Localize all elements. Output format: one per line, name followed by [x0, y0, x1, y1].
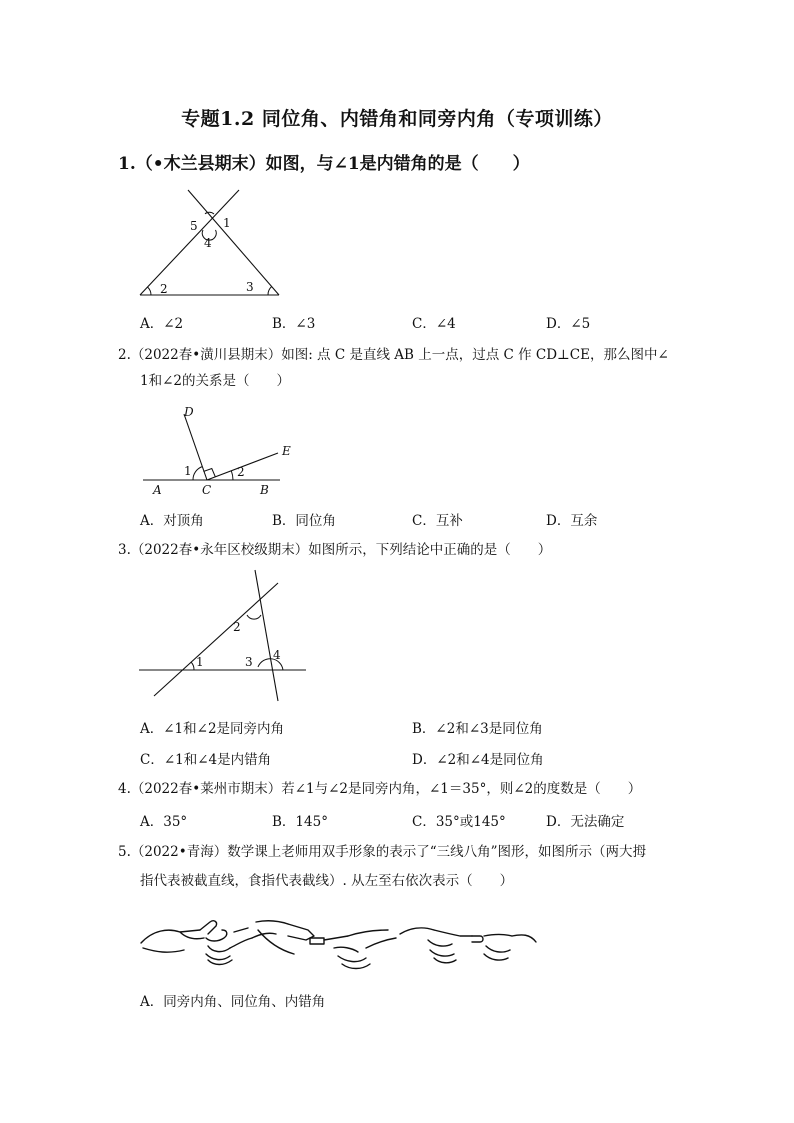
hands-middle-pose: [256, 921, 396, 969]
question-1-stem: 1.（•木兰县期末）如图，与∠1是内错角的是（ ）: [118, 154, 530, 174]
fig3-label-1: 1: [196, 655, 204, 669]
q2-option-a[interactable]: A．对顶角: [140, 513, 204, 529]
q3-option-b[interactable]: B．∠2和∠3是同位角: [412, 721, 543, 737]
fig2-label-e: E: [282, 444, 291, 458]
q1-option-d[interactable]: D．∠5: [546, 316, 591, 332]
question-5-stem-line2: 指代表被截直线，食指代表截线）. 从左至右依次表示（ ）: [140, 873, 514, 889]
q3-option-c[interactable]: C．∠1和∠4是内错角: [140, 752, 272, 768]
fig1-label-4: 4: [204, 236, 212, 250]
q4-option-b[interactable]: B．145°: [272, 814, 328, 830]
fig2-label-b: B: [260, 483, 269, 497]
fig3-label-4: 4: [273, 648, 281, 662]
fig2-label-2: 2: [237, 465, 245, 479]
question-2-figure: [140, 402, 300, 497]
question-5-stem-line1: 5.（2022•青海）数学课上老师用双手形象的表示了“三线八角”图形，如图所示（两大拇: [118, 844, 647, 860]
q1-option-c[interactable]: C．∠4: [412, 316, 456, 332]
hands-right-pose: [400, 928, 536, 963]
question-3-figure: [136, 566, 311, 706]
fig2-label-a: A: [153, 483, 162, 497]
fig2-label-d: D: [184, 405, 194, 419]
fig1-label-1: 1: [223, 216, 231, 230]
fig3-label-3: 3: [245, 655, 253, 669]
fig3-label-2: 2: [233, 620, 241, 634]
hands-left-pose: [141, 921, 276, 965]
question-4-stem: 4.（2022春•莱州市期末）若∠1与∠2是同旁内角，∠1＝35°，则∠2的度数是（ ）: [118, 781, 642, 797]
q4-option-c[interactable]: C．35°或145°: [412, 814, 506, 830]
q4-option-d[interactable]: D．无法确定: [546, 814, 625, 830]
q3-option-d[interactable]: D．∠2和∠4是同位角: [412, 752, 544, 768]
q1-option-b[interactable]: B．∠3: [272, 316, 316, 332]
question-2-stem-line1: 2.（2022春•潢川县期末）如图: 点 C 是直线 AB 上一点，过点 C 作 CD⊥CE，那么图中∠: [118, 347, 669, 363]
question-3-stem: 3.（2022春•永年区校级期末）如图所示，下列结论中正确的是（ ）: [118, 542, 552, 558]
q2-option-b[interactable]: B．同位角: [272, 513, 336, 529]
q2-option-d[interactable]: D．互余: [546, 513, 598, 529]
page-title: 专题1.2 同位角、内错角和同旁内角（专项训练）: [181, 108, 613, 130]
question-1-figure: [130, 190, 290, 300]
fig1-label-5: 5: [190, 219, 198, 233]
q1-option-a[interactable]: A．∠2: [140, 316, 184, 332]
fig2-label-c: C: [202, 483, 212, 497]
fig1-label-2: 2: [160, 282, 168, 296]
q4-option-a[interactable]: A．35°: [140, 814, 188, 830]
q5-option-a[interactable]: A．同旁内角、同位角、内错角: [140, 994, 326, 1010]
fig1-label-3: 3: [246, 280, 254, 294]
question-2-stem-line2: 1和∠2的关系是（ ）: [140, 373, 290, 389]
q3-option-a[interactable]: A．∠1和∠2是同旁内角: [140, 721, 285, 737]
fig2-label-1: 1: [184, 464, 192, 478]
question-5-hands-figure: [138, 908, 538, 973]
q2-option-c[interactable]: C．互补: [412, 513, 463, 529]
